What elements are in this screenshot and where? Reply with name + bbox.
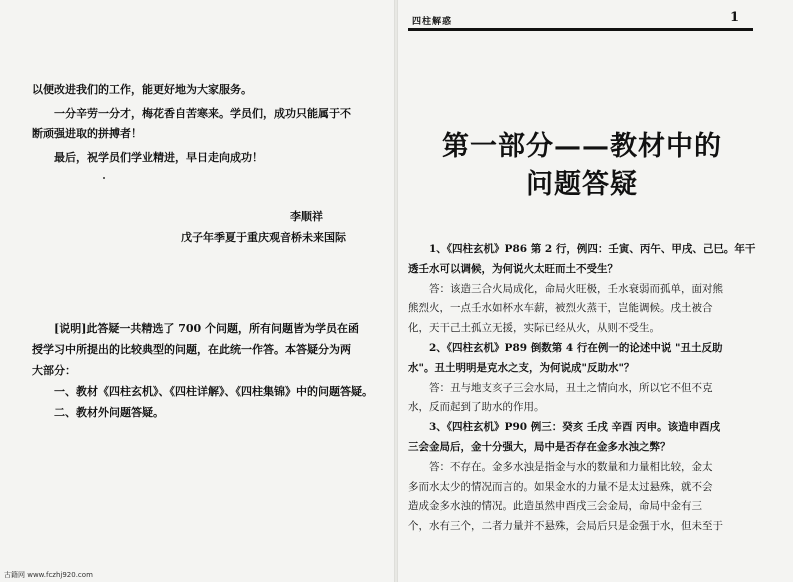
page-number: 1 bbox=[730, 10, 740, 25]
intro-line-1: 以便改进我们的工作，能更好地为大家服务。 bbox=[32, 83, 252, 96]
chapter-title-line-2: 问题答疑 bbox=[526, 169, 638, 200]
intro-line-2: 一分辛劳一分才，梅花香自苦寒来。学员们，成功只能属于不 bbox=[54, 107, 351, 120]
specks-decoration bbox=[103, 177, 105, 179]
watermark-text: 古籍网 www.fczhj920.com bbox=[4, 571, 93, 579]
note-line-3: 大部分： bbox=[32, 364, 76, 377]
body-line-9: 水，反而起到了助水的作用。 bbox=[408, 401, 545, 414]
note-line-5: 二、教材外问题答疑。 bbox=[54, 406, 164, 419]
body-line-14: 造成金多水浊的情况。此造虽然申酉戌三会金局，命局中金有三 bbox=[408, 500, 702, 513]
body-line-8: 答：丑与地支亥子三会水局，丑土之情向水，所以它不但不克 bbox=[429, 381, 713, 394]
body-line-3: 答：该造三合火局成化，命局火旺极，壬水衰弱而孤单，面对熊 bbox=[429, 282, 723, 295]
chapter-title bbox=[412, 128, 752, 204]
body-line-7: 水"。丑土明明是克水之支，为何说成"反助水"？ bbox=[408, 361, 635, 374]
body-line-6: 2、《四柱玄机》P89 倒数第 4 行在例一的论述中说 "丑土反助 bbox=[429, 341, 723, 354]
note-line-2: 授学习中所提出的比较典型的问题，在此统一作答。本答疑分为两 bbox=[32, 343, 351, 356]
body-line-2: 透壬水可以调候，为何说火太旺而土不受生？ bbox=[408, 262, 618, 275]
body-line-15: 个，水有三个，二者力量并不悬殊，会局后只是金强于水，但未至于 bbox=[408, 520, 723, 533]
intro-line-3: 断顽强进取的拼搏者！ bbox=[32, 127, 142, 140]
body-line-10: 3、《四柱玄机》P90 例三：癸亥 壬戌 辛酉 丙申。该造申酉戌 bbox=[429, 421, 721, 434]
body-line-12: 答：不存在。金多水浊是指金与水的数量和力量相比较，金太 bbox=[429, 460, 713, 473]
author-name: 李顺祥 bbox=[290, 210, 323, 223]
running-head: 四柱解惑 bbox=[412, 17, 453, 27]
note-line-1: [说明]此答疑一共精选了 700 个问题，所有问题皆为学员在函 bbox=[54, 322, 360, 335]
left-page bbox=[0, 0, 394, 582]
body-line-4: 熊烈火，一点壬水如杯水车薪，被烈火蒸干，岂能调候。戌土被合 bbox=[408, 302, 713, 315]
body-line-1: 1、《四柱玄机》P86 第 2 行，例四：壬寅、丙午、甲戌、己巳。年干 bbox=[429, 243, 756, 255]
intro-line-4: 最后，祝学员们学业精进，早日走向成功！ bbox=[54, 151, 263, 164]
body-line-11: 三会金局后，金十分强大，局中是否存在金多水浊之弊？ bbox=[408, 440, 671, 453]
body-line-5: 化，天干己土孤立无援，实际已经从火，从则不受生。 bbox=[408, 322, 660, 335]
note-section bbox=[32, 318, 382, 423]
note-line-4: 一、教材《四柱玄机》、《四柱详解》、《四柱集锦》中的问题答疑。 bbox=[54, 385, 373, 398]
chapter-title-line-1: 第一部分——教材中的 bbox=[442, 131, 722, 162]
body-line-13: 多而水太少的情况而言的。如果金水的力量不是太过悬殊，就不会 bbox=[408, 480, 713, 493]
date-place-line: 戊子年季夏于重庆观音桥未来国际 bbox=[181, 231, 346, 244]
right-page bbox=[398, 0, 793, 582]
header-rule bbox=[408, 28, 753, 31]
body-text bbox=[408, 240, 768, 537]
